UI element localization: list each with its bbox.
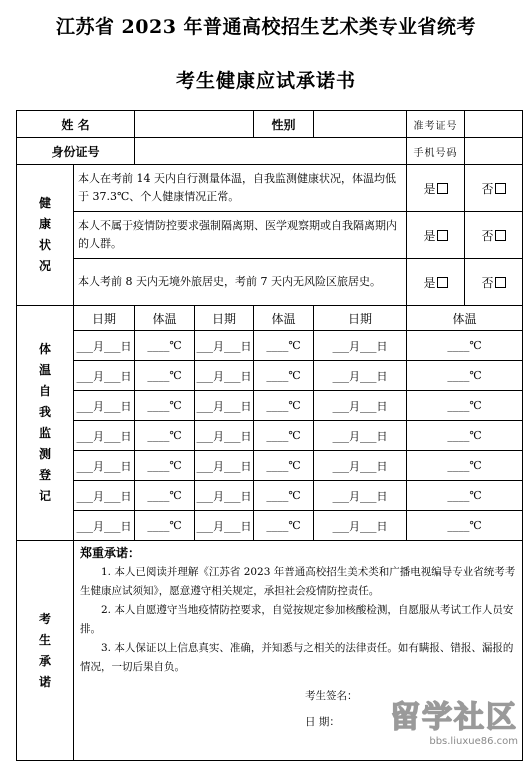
pledge-heading: 郑重承诺： [80, 546, 141, 560]
temperature-field[interactable]: ____℃ [254, 421, 314, 451]
temperature-field[interactable]: ____℃ [254, 481, 314, 511]
health-3-yes[interactable]: 是 [407, 259, 465, 306]
health-row-3 [17, 259, 523, 306]
date-field[interactable]: ___月___日 [195, 331, 254, 361]
gender-field[interactable] [314, 111, 407, 138]
temperature-field[interactable]: ____℃ [407, 361, 523, 391]
name-field[interactable] [135, 111, 254, 138]
date-field[interactable]: ___月___日 [195, 511, 254, 541]
health-row-1 [17, 165, 523, 212]
checkbox-icon[interactable] [495, 277, 506, 288]
watermark-url: bbs.liuxue86.com [429, 736, 518, 747]
date-field[interactable]: ___月___日 [314, 451, 407, 481]
date-field[interactable]: ___月___日 [195, 481, 254, 511]
monitor-row [17, 451, 523, 481]
health-statement-2: 本人不属于疫情防控要求强制隔离期、医学观察期或自我隔离期内的人群。 [74, 212, 407, 259]
exam-number-field[interactable] [465, 111, 523, 138]
monitor-row [17, 331, 523, 361]
signature-field[interactable]: 考生签名： [305, 690, 358, 702]
info-row-2 [17, 138, 523, 165]
temperature-monitor-label: 体 温 自 我 监 测 登 记 [17, 306, 74, 541]
date-field[interactable]: ___月___日 [74, 361, 135, 391]
monitor-row [17, 361, 523, 391]
date-field[interactable]: ___月___日 [314, 331, 407, 361]
checkbox-icon[interactable] [437, 277, 448, 288]
monitor-header-row [17, 306, 523, 331]
temperature-field[interactable]: ____℃ [254, 331, 314, 361]
health-status-label: 健 康 状 况 [17, 165, 74, 306]
health-2-yes[interactable]: 是 [407, 212, 465, 259]
pledge-label: 考 生 承 诺 [17, 541, 74, 761]
temperature-field[interactable]: ____℃ [135, 481, 195, 511]
health-1-no[interactable]: 否 [465, 165, 523, 212]
health-statement-1: 本人在考前 14 天内自行测量体温，自我监测健康状况，体温均低于 37.3℃、个人健康情况正常。 [74, 165, 407, 212]
temperature-header: 体温 [135, 306, 195, 331]
health-row-2 [17, 212, 523, 259]
temperature-field[interactable]: ____℃ [254, 451, 314, 481]
watermark [390, 692, 518, 747]
date-field[interactable]: ___月___日 [195, 421, 254, 451]
temperature-field[interactable]: ____℃ [407, 481, 523, 511]
health-statement-3: 本人考前 8 天内无境外旅居史，考前 7 天内无风险区旅居史。 [74, 259, 407, 306]
date-header: 日期 [195, 306, 254, 331]
temperature-field[interactable]: ____℃ [254, 391, 314, 421]
temperature-field[interactable]: ____℃ [135, 361, 195, 391]
date-field[interactable]: ___月___日 [314, 511, 407, 541]
pledge-item-2: 2. 本人自愿遵守当地疫情防控要求，自觉按规定参加核酸检测，自愿服从考试工作人员安排。 [80, 604, 514, 635]
pledge-item-3: 3. 本人保证以上信息真实、准确，并知悉与之相关的法律责任。如有瞒报、错报、漏报的情况，一切后果自负。 [80, 642, 514, 673]
temperature-field[interactable]: ____℃ [135, 331, 195, 361]
gender-label: 性别 [254, 111, 314, 138]
monitor-row [17, 481, 523, 511]
checkbox-icon[interactable] [437, 183, 448, 194]
date-field[interactable]: ___月___日 [74, 331, 135, 361]
date-header: 日期 [74, 306, 135, 331]
temperature-field[interactable]: ____℃ [135, 511, 195, 541]
date-field[interactable]: ___月___日 [74, 421, 135, 451]
info-row-1 [17, 111, 523, 138]
document-title: 江苏省 2023 年普通高校招生艺术类专业省统考 [55, 16, 477, 38]
id-number-field[interactable] [135, 138, 407, 165]
date-field[interactable]: ___月___日 [74, 511, 135, 541]
health-1-yes[interactable]: 是 [407, 165, 465, 212]
date-field[interactable]: ___月___日 [74, 451, 135, 481]
temperature-field[interactable]: ____℃ [407, 331, 523, 361]
sign-date-field[interactable]: 日 期： [305, 716, 340, 728]
document-subtitle: 考生健康应试承诺书 [175, 70, 356, 92]
date-field[interactable]: ___月___日 [195, 451, 254, 481]
phone-field[interactable] [465, 138, 523, 165]
date-field[interactable]: ___月___日 [314, 361, 407, 391]
monitor-row [17, 421, 523, 451]
date-header: 日期 [314, 306, 407, 331]
date-field[interactable]: ___月___日 [314, 481, 407, 511]
pledge-item-1: 1. 本人已阅读并理解《江苏省 2023 年普通高校招生美术类和广播电视编导专业省统考考生健康应试须知》，愿意遵守相关规定，承担社会疫情防控责任。 [80, 566, 516, 597]
name-label: 姓 名 [17, 111, 135, 138]
health-2-no[interactable]: 否 [465, 212, 523, 259]
checkbox-icon[interactable] [495, 183, 506, 194]
health-3-no[interactable]: 否 [465, 259, 523, 306]
date-field[interactable]: ___月___日 [314, 421, 407, 451]
monitor-row [17, 511, 523, 541]
temperature-header: 体温 [254, 306, 314, 331]
date-field[interactable]: ___月___日 [314, 391, 407, 421]
temperature-field[interactable]: ____℃ [135, 451, 195, 481]
date-field[interactable]: ___月___日 [195, 361, 254, 391]
temperature-field[interactable]: ____℃ [407, 421, 523, 451]
date-field[interactable]: ___月___日 [195, 391, 254, 421]
checkbox-icon[interactable] [437, 230, 448, 241]
date-field[interactable]: ___月___日 [74, 391, 135, 421]
temperature-header: 体温 [407, 306, 523, 331]
watermark-logo: 留学社区 [390, 700, 518, 735]
id-number-label: 身份证号 [17, 138, 135, 165]
temperature-field[interactable]: ____℃ [135, 391, 195, 421]
date-field[interactable]: ___月___日 [74, 481, 135, 511]
phone-label: 手机号码 [407, 138, 465, 165]
monitor-row [17, 391, 523, 421]
health-pledge-form [16, 110, 523, 761]
temperature-field[interactable]: ____℃ [254, 361, 314, 391]
temperature-field[interactable]: ____℃ [254, 511, 314, 541]
temperature-field[interactable]: ____℃ [135, 421, 195, 451]
checkbox-icon[interactable] [495, 230, 506, 241]
temperature-field[interactable]: ____℃ [407, 451, 523, 481]
exam-number-label: 准考证号 [407, 111, 465, 138]
temperature-field[interactable]: ____℃ [407, 391, 523, 421]
temperature-field[interactable]: ____℃ [407, 511, 523, 541]
